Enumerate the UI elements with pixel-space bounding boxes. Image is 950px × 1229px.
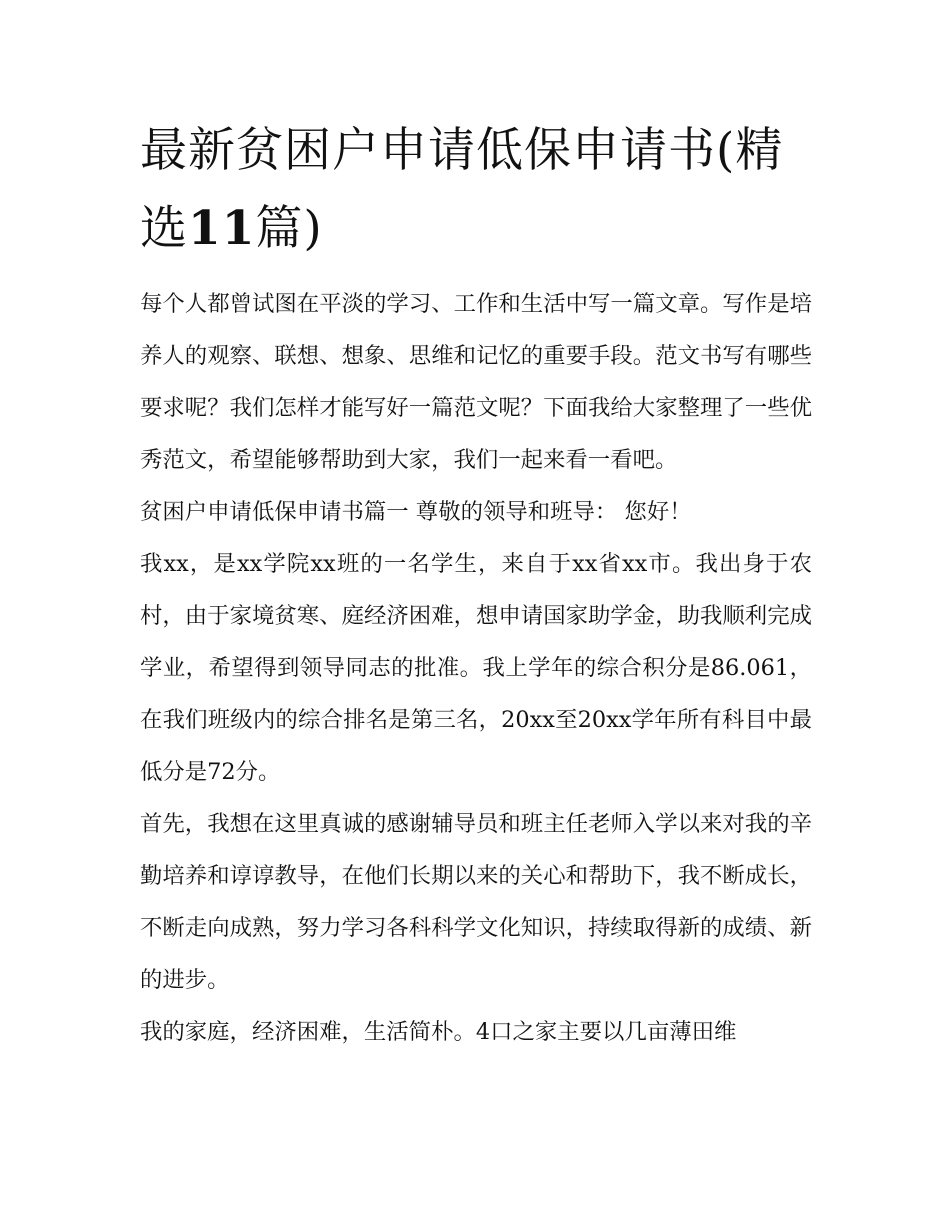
paragraph-gratitude: 首先，我想在这里真诚的感谢辅导员和班主任老师入学以来对我的辛勤培养和谆谆教导，在他们长期以来的关心和帮助下，我不断成长，不断走向成熟，努力学习各科科学文化知识，持续取得新的成绩、新的进步。 xyxy=(140,811,812,993)
paragraph-self-introduction: 我xx，是xx学院xx班的一名学生，来自于xx省xx市。我出身于农村，由于家境贫寒、庭经济困难，想申请国家助学金，助我顺利完成学业，希望得到领导同志的批准。我上学年的综合积分是86.061，在我们班级内的综合排名是第三名，20xx至20xx学年所有科目中最低分是72分。 xyxy=(140,551,812,785)
document-title: 最新贫困户申请低保申请书(精选11篇) xyxy=(140,123,784,256)
paragraph-family-situation: 我的家庭，经济困难，生活简朴。4口之家主要以几亩薄田维 xyxy=(140,1019,737,1045)
paragraph-salutation: 贫困户申请低保申请书篇一 尊敬的领导和班导： 您好！ xyxy=(140,499,692,525)
paragraph-intro: 每个人都曾试图在平淡的学习、工作和生活中写一篇文章。写作是培养人的观察、联想、想象、思维和记忆的重要手段。范文书写有哪些要求呢？我们怎样才能写好一篇范文呢？下面我给大家整理了一些优秀范文，希望能够帮助到大家，我们一起来看一看吧。 xyxy=(140,291,812,473)
document-page xyxy=(140,112,812,1058)
